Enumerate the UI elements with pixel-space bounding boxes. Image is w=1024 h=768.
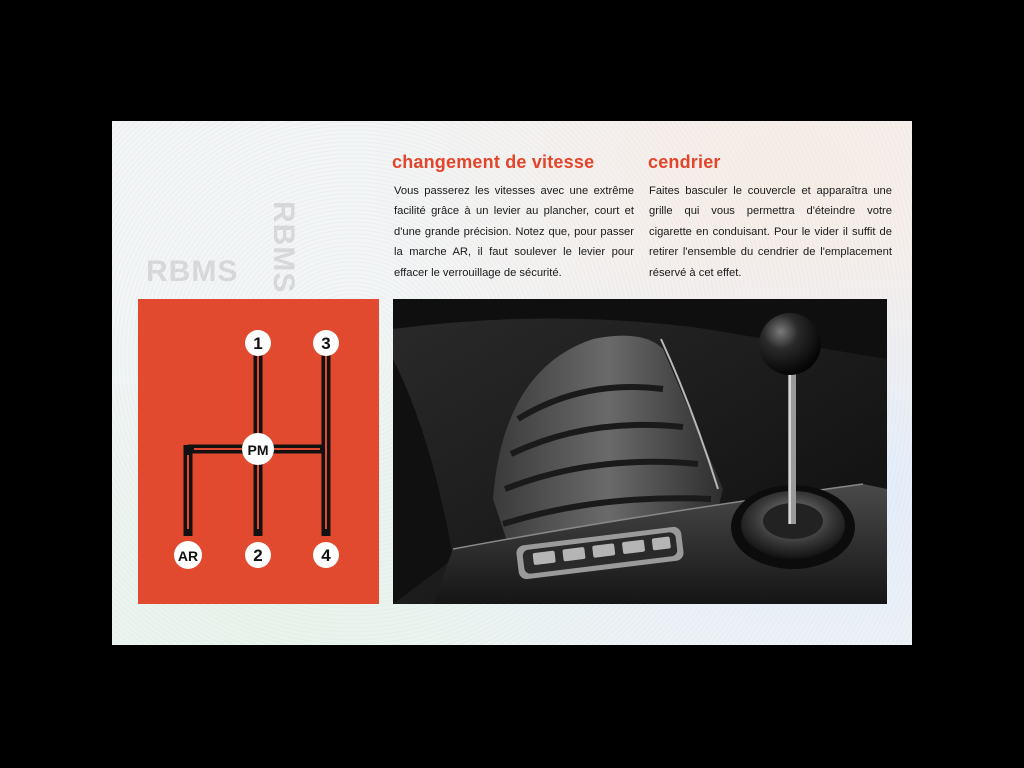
gear-1-marker xyxy=(245,330,271,356)
shift-pattern-graphic xyxy=(138,299,379,604)
console-photo xyxy=(393,299,887,604)
gear-1-label: 1 xyxy=(253,334,263,353)
reverse-label: AR xyxy=(177,548,199,564)
gear-shift-diagram xyxy=(138,299,379,604)
gear-3-label: 3 xyxy=(321,334,331,353)
watermark-vertical: RBMS xyxy=(267,201,300,294)
gearshift-heading: changement de vitesse xyxy=(392,152,595,172)
gearshift-paragraph: Vous passerez les vitesses avec une extrême facilité grâce à un levier au plancher, court et d'une grande précision. Notez que, pour passer la marche AR, il faut soulever le levier pour effacer le verrouillage de sécurité. xyxy=(394,185,634,279)
console-photo-illustration xyxy=(393,299,887,604)
neutral-label: PM xyxy=(247,442,269,458)
ashtray-heading: cendrier xyxy=(648,152,721,172)
reverse-marker xyxy=(174,541,202,569)
gear-4-label: 4 xyxy=(321,546,331,565)
gear-4-marker xyxy=(313,542,339,568)
gear-3-marker xyxy=(313,330,339,356)
watermark-horizontal: RBMS xyxy=(146,255,239,288)
ashtray-paragraph: Faites basculer le couvercle et apparaîtra une grille qui vous permettra d'éteindre votre cigarette en conduisant. Pour le vider il suffit de retirer l'ensemble du cendrier de l'emplacement réservé à cet effet. xyxy=(649,185,892,279)
gear-2-marker xyxy=(245,542,271,568)
gear-2-label: 2 xyxy=(253,546,263,565)
brochure-page xyxy=(112,121,912,645)
neutral-marker xyxy=(242,433,274,465)
